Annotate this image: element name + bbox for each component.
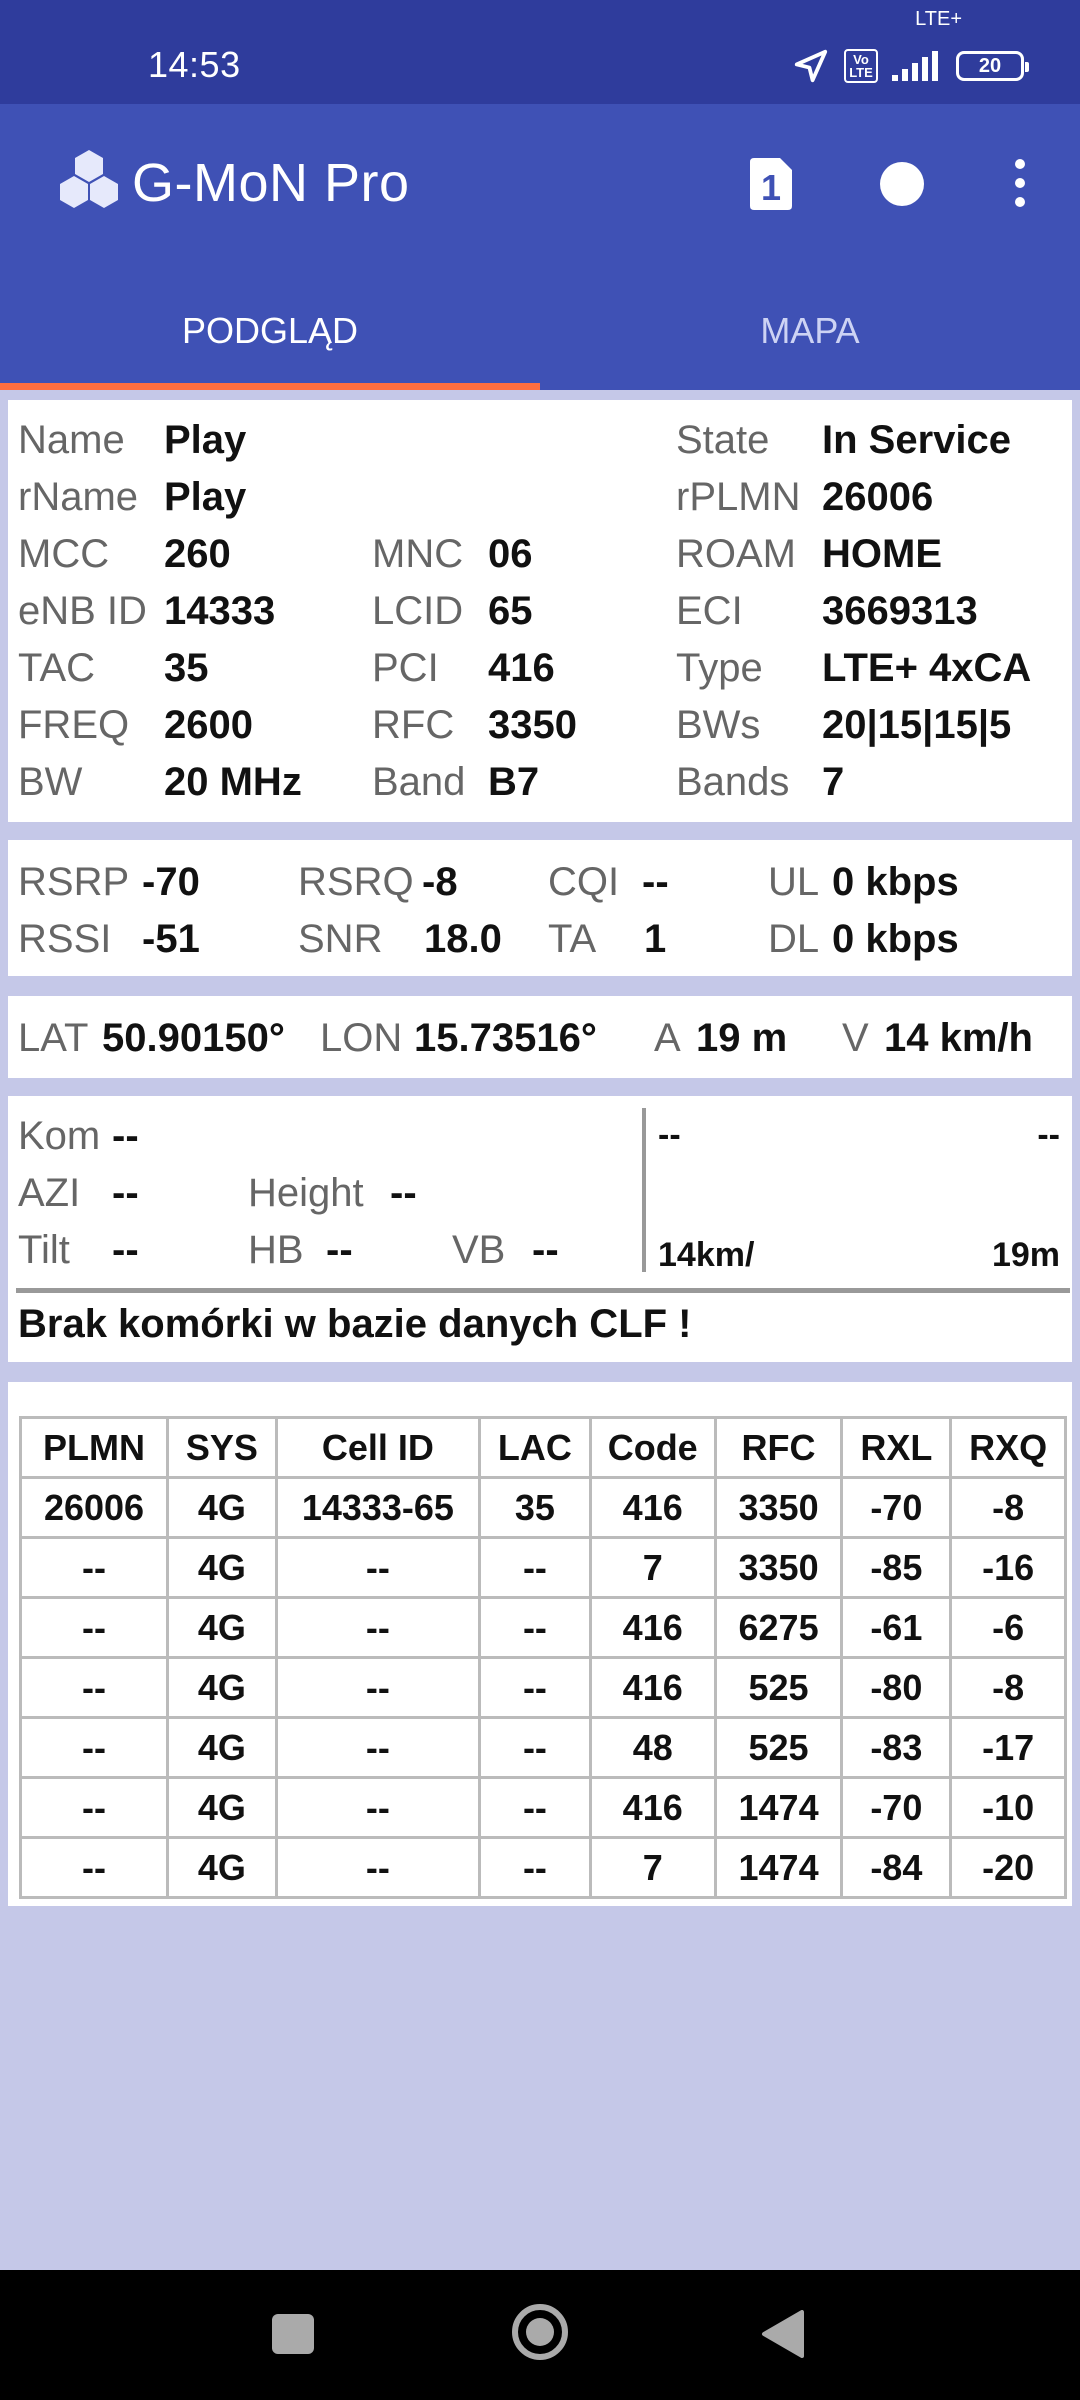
enb-label: eNB ID — [18, 589, 147, 633]
table-cell: 7 — [590, 1538, 715, 1598]
table-cell: 4G — [167, 1598, 276, 1658]
ta-label: TA — [548, 917, 597, 961]
bws-value: 20|15|15|5 — [822, 703, 1012, 747]
eci-value: 3669313 — [822, 589, 978, 633]
ta-value: 1 — [644, 917, 667, 961]
table-cell: -61 — [842, 1598, 951, 1658]
table-cell: -- — [276, 1718, 479, 1778]
table-cell: -- — [21, 1778, 168, 1838]
nav-back-icon[interactable] — [760, 2310, 804, 2363]
site-card — [8, 1096, 1072, 1362]
table-cell: -83 — [842, 1718, 951, 1778]
tilt-label: Tilt — [18, 1228, 70, 1272]
table-cell: -16 — [951, 1538, 1066, 1598]
volte-icon: Vo LTE — [844, 49, 878, 83]
site-horizontal-divider — [16, 1288, 1070, 1293]
table-cell: -70 — [842, 1478, 951, 1538]
tab-indicator — [0, 383, 540, 390]
vb-label: VB — [452, 1228, 506, 1272]
app-title: G-MoN Pro — [132, 153, 410, 213]
roam-value: HOME — [822, 532, 942, 576]
state-value: In Service — [822, 418, 1012, 462]
enb-value: 14333 — [164, 589, 276, 633]
mnc-value: 06 — [488, 532, 533, 576]
kom-label: Kom — [18, 1114, 101, 1158]
table-cell: 416 — [590, 1658, 715, 1718]
site-distance: 14km/ — [658, 1236, 755, 1274]
mcc-value: 260 — [164, 532, 231, 576]
tab-podglad[interactable]: PODGLĄD — [181, 310, 359, 351]
table-cell: -- — [21, 1718, 168, 1778]
rfc-value: 3350 — [488, 703, 577, 747]
header-rxq: RXQ — [951, 1418, 1066, 1478]
table-cell: -- — [480, 1658, 591, 1718]
table-cell: 35 — [480, 1478, 591, 1538]
rssi-value: -51 — [142, 917, 200, 961]
tab-bar — [0, 280, 1080, 390]
rname-value: Play — [164, 475, 247, 519]
rsrq-value: -8 — [422, 860, 458, 904]
rname-label: rName — [18, 475, 139, 519]
table-cell: -6 — [951, 1598, 1066, 1658]
rfc-label: RFC — [372, 703, 455, 747]
speed-value: 14 km/h — [884, 1016, 1033, 1060]
bw-value: 20 MHz — [164, 760, 302, 804]
app-bar — [0, 104, 1080, 390]
pci-value: 416 — [488, 646, 555, 690]
rplmn-value: 26006 — [822, 475, 934, 519]
table-cell: -- — [276, 1838, 479, 1898]
hb-value: -- — [326, 1228, 353, 1272]
table-cell: 525 — [715, 1718, 842, 1778]
rplmn-label: rPLMN — [676, 475, 801, 519]
table-cell: -80 — [842, 1658, 951, 1718]
table-cell: -- — [276, 1658, 479, 1718]
neighbors-table — [19, 1416, 1067, 1899]
dl-label: DL — [768, 917, 820, 961]
table-cell: -- — [276, 1538, 479, 1598]
table-cell: 4G — [167, 1658, 276, 1718]
rsrp-label: RSRP — [18, 860, 130, 904]
table-row — [21, 1778, 1066, 1838]
status-bar — [0, 0, 1080, 104]
signal-icon — [892, 51, 942, 81]
freq-value: 2600 — [164, 703, 253, 747]
header-plmn: PLMN — [21, 1418, 168, 1478]
tac-label: TAC — [18, 646, 96, 690]
lat-label: LAT — [18, 1016, 89, 1060]
rsrq-label: RSRQ — [298, 860, 414, 904]
bws-label: BWs — [676, 703, 761, 747]
altitude-label: A — [654, 1016, 681, 1060]
table-cell: 1474 — [715, 1778, 842, 1838]
more-vert-icon[interactable] — [1008, 158, 1032, 213]
table-cell: -85 — [842, 1538, 951, 1598]
header-rfc: RFC — [715, 1418, 842, 1478]
kom-value: -- — [112, 1114, 139, 1158]
name-value: Play — [164, 418, 247, 462]
table-row — [21, 1538, 1066, 1598]
table-cell: -10 — [951, 1778, 1066, 1838]
nav-home-icon[interactable] — [510, 2302, 570, 2367]
rssi-label: RSSI — [18, 917, 112, 961]
table-cell: 4G — [167, 1538, 276, 1598]
header-code: Code — [590, 1418, 715, 1478]
table-cell: 7 — [590, 1838, 715, 1898]
header-rxl: RXL — [842, 1418, 951, 1478]
tab-mapa[interactable]: MAPA — [760, 310, 860, 351]
table-cell: 6275 — [715, 1598, 842, 1658]
site-vertical-divider — [642, 1108, 646, 1272]
eci-label: ECI — [676, 589, 743, 633]
nav-recents-icon[interactable] — [272, 2314, 314, 2354]
snr-label: SNR — [298, 917, 383, 961]
neighbors-card — [8, 1382, 1072, 1906]
table-row — [21, 1658, 1066, 1718]
type-label: Type — [676, 646, 763, 690]
header-cell-id: Cell ID — [276, 1418, 479, 1478]
roam-label: ROAM — [676, 532, 796, 576]
cell-info-card — [8, 400, 1072, 822]
height-label: Height — [248, 1171, 364, 1215]
table-row — [21, 1838, 1066, 1898]
table-cell: -- — [21, 1538, 168, 1598]
table-cell: 4G — [167, 1478, 276, 1538]
table-cell: 3350 — [715, 1538, 842, 1598]
table-cell: -- — [480, 1598, 591, 1658]
status-time: 14:53 — [148, 44, 241, 85]
table-cell: -20 — [951, 1838, 1066, 1898]
mcc-label: MCC — [18, 532, 110, 576]
table-cell: -- — [276, 1598, 479, 1658]
snr-value: 18.0 — [424, 917, 502, 961]
navigation-bar — [0, 2270, 1080, 2400]
freq-label: FREQ — [18, 703, 130, 747]
table-row — [21, 1478, 1066, 1538]
sim-slot-number: 1 — [760, 167, 782, 208]
table-header-row — [21, 1418, 1066, 1478]
table-cell: -- — [276, 1778, 479, 1838]
tac-value: 35 — [164, 646, 209, 690]
altitude-value: 19 m — [696, 1016, 788, 1060]
gps-card — [8, 996, 1072, 1078]
table-cell: 416 — [590, 1598, 715, 1658]
vb-value: -- — [532, 1228, 559, 1272]
lcid-label: LCID — [372, 589, 464, 633]
state-label: State — [676, 418, 770, 462]
dl-value: 0 kbps — [832, 917, 959, 961]
battery-level: 20 — [978, 54, 1002, 77]
table-cell: 525 — [715, 1658, 842, 1718]
cqi-label: CQI — [548, 860, 620, 904]
band-label: Band — [372, 760, 466, 804]
table-cell: 1474 — [715, 1838, 842, 1898]
table-cell: -- — [21, 1658, 168, 1718]
site-right-top-right: -- — [1037, 1116, 1060, 1154]
table-cell: -- — [480, 1538, 591, 1598]
table-cell: -70 — [842, 1778, 951, 1838]
bw-label: BW — [18, 760, 83, 804]
table-cell: 416 — [590, 1478, 715, 1538]
table-cell: 14333-65 — [276, 1478, 479, 1538]
table-cell: 416 — [590, 1778, 715, 1838]
no-cell-message: Brak komórki w bazie danych CLF ! — [18, 1302, 692, 1346]
header-lac: LAC — [480, 1418, 591, 1478]
status-icons — [792, 44, 1024, 88]
bands-label: Bands — [676, 760, 790, 804]
table-cell: -8 — [951, 1658, 1066, 1718]
height-value: -- — [390, 1171, 417, 1215]
table-cell: 4G — [167, 1718, 276, 1778]
cqi-value: -- — [642, 860, 669, 904]
battery-icon — [956, 51, 1024, 81]
lat-value: 50.90150° — [102, 1016, 285, 1060]
table-row — [21, 1598, 1066, 1658]
table-cell: 4G — [167, 1778, 276, 1838]
lcid-value: 65 — [488, 589, 533, 633]
location-arrow-icon — [792, 47, 830, 85]
table-cell: -8 — [951, 1478, 1066, 1538]
table-cell: -84 — [842, 1838, 951, 1898]
hb-label: HB — [248, 1228, 304, 1272]
sim-icon[interactable] — [746, 156, 796, 217]
table-cell: 48 — [590, 1718, 715, 1778]
record-icon[interactable] — [880, 162, 924, 206]
name-label: Name — [18, 418, 125, 462]
network-type-label: LTE+ — [915, 8, 962, 30]
table-cell: -- — [480, 1838, 591, 1898]
lon-value: 15.73516° — [414, 1016, 597, 1060]
tilt-value: -- — [112, 1228, 139, 1272]
site-right-top-left: -- — [658, 1116, 681, 1154]
table-cell: -17 — [951, 1718, 1066, 1778]
lon-label: LON — [320, 1016, 403, 1060]
ul-label: UL — [768, 860, 820, 904]
rsrp-value: -70 — [142, 860, 200, 904]
mnc-label: MNC — [372, 532, 464, 576]
table-row — [21, 1718, 1066, 1778]
table-cell: -- — [21, 1838, 168, 1898]
type-value: LTE+ 4xCA — [822, 646, 1032, 690]
app-logo-icon — [54, 148, 124, 223]
pci-label: PCI — [372, 646, 439, 690]
table-cell: -- — [21, 1598, 168, 1658]
table-cell: 4G — [167, 1838, 276, 1898]
header-sys: SYS — [167, 1418, 276, 1478]
speed-label: V — [842, 1016, 869, 1060]
table-cell: -- — [480, 1718, 591, 1778]
band-value: B7 — [488, 760, 540, 804]
bands-value: 7 — [822, 760, 845, 804]
azi-label: AZI — [18, 1171, 81, 1215]
table-cell: 3350 — [715, 1478, 842, 1538]
azi-value: -- — [112, 1171, 139, 1215]
table-cell: -- — [480, 1778, 591, 1838]
site-accuracy: 19m — [991, 1236, 1060, 1274]
ul-value: 0 kbps — [832, 860, 959, 904]
signal-card — [8, 840, 1072, 976]
table-cell: 26006 — [21, 1478, 168, 1538]
